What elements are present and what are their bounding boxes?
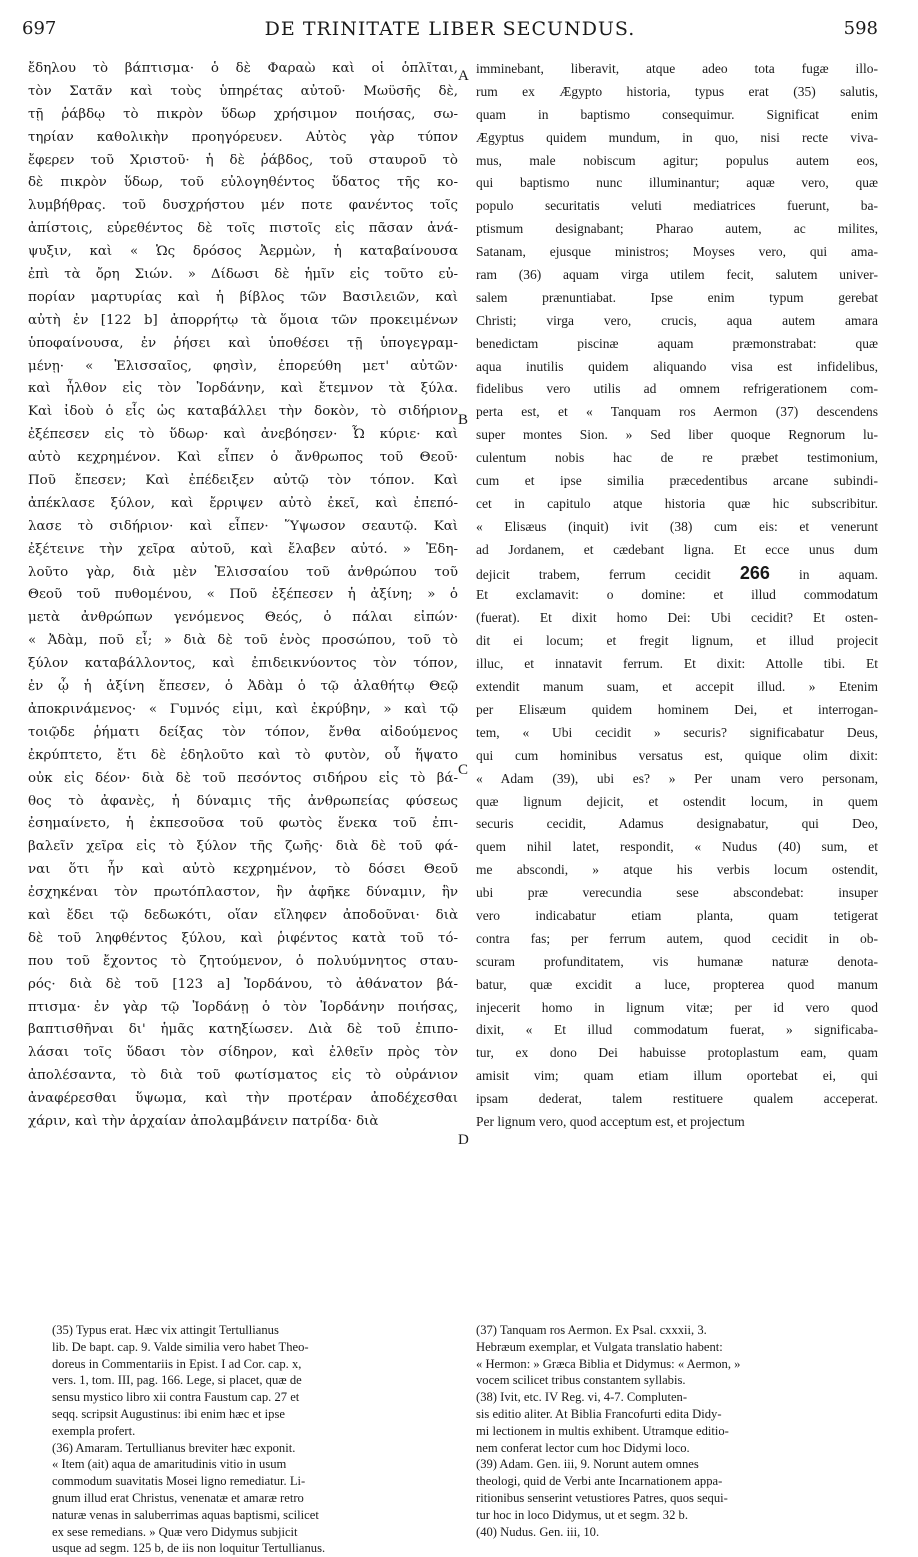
latin-text-line: securis cecidit, Adamus designabatur, qui Deo, [476, 816, 878, 832]
footnote-line: naturæ venas in saluberrimas aquas baptismi, scilicet [52, 1507, 319, 1522]
latin-text-line: qui cum hominibus versatus est, quique olim dixit: [476, 747, 878, 763]
greek-text-line: βαλεῖν χεῖρα εἰς τὸ ξύλον τῆς ζωῆς· διὰ δὲ τοῦ φά- [28, 839, 458, 855]
latin-text-line: « Adam (39), ubi es? » Per unam vero personam, [476, 770, 878, 786]
margin-letter-a: A [458, 68, 469, 84]
latin-text-line: me abscondi, » atque his verbis locum ostendit, [476, 862, 878, 878]
latin-text-line: per Elisæum quidem hominem Dei, et interrogan- [476, 701, 878, 717]
footnote-line: vocem scilicet tribus constantem syllabis. [476, 1373, 686, 1388]
latin-text-line: quæ lignum dejicit, et ostendit locum, in quem [476, 793, 878, 809]
greek-text-line: τῇ ῥάβδῳ τὸ πικρὸν ὕδωρ χρήσιμον ποιήσας, σω- [28, 106, 458, 122]
latin-text-line: salem prænuntiabat. Ipse enim typum gerebat [476, 289, 878, 305]
page-number-right: 598 [843, 18, 878, 39]
latin-text-line: dixit, « Et illud commodatum fuerat, » significaba- [476, 1022, 878, 1038]
greek-text-line: αὐτὸ κεχρημένον. Καὶ εἶπεν ὁ ἄνθρωπος τοῦ Θεοῦ· [28, 450, 458, 466]
greek-text-line: πορίαν μαρτυρίας καὶ ἡ βίβλος τῶν Βασιλειῶν, καὶ [28, 289, 458, 305]
footnote-line: (37) Tanquam ros Aermon. Ex Psal. cxxxii, 3. [476, 1323, 707, 1337]
margin-letter-c: C [458, 762, 469, 778]
greek-text-line: τηρίαν καθολικὴν προηγόρευεν. Αὐτὸς γὰρ τύπον [28, 129, 458, 145]
latin-text-line: benedictam piscinæ aquam præmonstrabat: quæ [476, 335, 878, 351]
greek-text-line: καὶ ἔδει τῷ δεδωκότι, οἵαν εἴληφεν ἀποδοῦναι· διὰ [28, 907, 458, 923]
footnote-line: (38) Ivit, etc. IV Reg. vi, 4-7. Compluten- [476, 1390, 688, 1405]
margin-letter-b: B [458, 412, 469, 428]
latin-text-line: quam in baptismo consequimur. Significat enim [476, 106, 878, 122]
latin-text-line: Satanam, ejusque ministros; Moyses vero, qui ama- [476, 244, 878, 260]
greek-text-line: λυμβήθρας. τοῦ δυσχρήστου μέν ποτε φανέντος τοῖς [28, 198, 458, 214]
latin-text-line: amisit vim; quam etiam illum oportebat ei, qui [476, 1068, 878, 1084]
footnote-line: doreus in Commentariis in Epist. I ad Cor. cap. x, [52, 1356, 302, 1371]
greek-text-line: « Ἀδὰμ, ποῦ εἶ; » διὰ δὲ τοῦ ἑνὸς προσώπου, τοῦ τὸ [28, 633, 458, 649]
greek-text-line: Θεοῦ τοῦ πυθομένου, « Ποῦ ἐξέπεσεν ἡ ἀξίνη; » ὁ [28, 587, 458, 603]
latin-text-line: Ægyptus quidem mundum, in quo, nisi recte viva- [476, 129, 878, 145]
greek-text-line: λασε τὸ σιδήριον· καὶ εἶπεν· Ὕψωσον σεαυτῷ. Καὶ [28, 518, 458, 534]
footnote-line: exempla profert. [52, 1423, 136, 1438]
latin-text-line: extendit manum suam, et accepit illud. » Etenim [476, 679, 878, 695]
footnote-line: lib. De bapt. cap. 9. Valde similia vero habet Theo- [52, 1339, 309, 1354]
margin-letter-d: D [458, 1132, 469, 1148]
footnote-line: sis editio aliter. At Biblia Francofurti edita Didy- [476, 1406, 722, 1421]
latin-text-line: « Elisæus (inquit) ivit (38) cum eis: et venerunt [476, 518, 878, 534]
latin-text-line: dit ei locum; et fregit lignum, et illud projecit [476, 633, 878, 649]
footnote-line: nem conferat lector cum hoc Didymi loco. [476, 1440, 690, 1455]
latin-text-line: cet in capitulo atque historia quæ hic subscribitur. [476, 495, 878, 511]
greek-text-line: ἐκρύπτετο, ἔτι δὲ ἐδηλοῦτο καὶ τὸ φυτὸν, οὗ ἥψατο [28, 747, 458, 763]
latin-text-line: perta est, et « Tanquam ros Aermon (37) descendens [476, 404, 878, 420]
latin-text-line: scuram profunditatem, vis humanæ naturæ denota- [476, 953, 878, 969]
page-header [22, 18, 878, 52]
footnote-line: (39) Adam. Gen. iii, 9. Norunt autem omnes [476, 1457, 699, 1472]
latin-text-segment: in aquam. [799, 566, 878, 582]
greek-text-line: ἀπίστοις, εὑρεθέντος δὲ τοῖς πιστοῖς εἰς πᾶσαν ἀνά- [28, 221, 458, 237]
latin-text-line: populo securitatis veluti mediatrices fuerunt, ba- [476, 198, 878, 214]
greek-text-line: ρός· διὰ δὲ τοῦ [123 a] Ἰορδάνου, τὸ ἀθάνατον βά- [28, 976, 458, 992]
greek-text-line: δὲ τοῦ ληφθέντος ξύλου, καὶ ῥιφέντος κατὰ τοῦ τό- [28, 930, 458, 946]
greek-text-line: ἐξέπεσεν εἰς τὸ ὕδωρ· καὶ ἀνεβόησεν· Ὦ κύριε· καὶ [28, 427, 458, 443]
latin-text-line: Christi; virga vero, crucis, aqua autem amara [476, 312, 878, 328]
greek-text-line: ἀναφέρεσθαι ὕψωμα, καὶ τὴν προτέραν ἀποδέχεσθαι [28, 1091, 458, 1107]
latin-text-line: ad Jordanem, et cædebant ligna. Et ecce unus dum [476, 541, 878, 557]
greek-text-line: βαπτισθῆναι δι' ἡμᾶς κατηξίωσεν. Διὰ δὲ τοῦ ἐπιπο- [28, 1022, 458, 1038]
footnote-line: « Item (ait) aqua de amaritudinis vitio in usum [52, 1457, 287, 1472]
footnote-line: gnum illud erat Christus, venenatæ et amaræ retro [52, 1490, 304, 1505]
latin-text-line: super montes Sion. » Sed liber quoque Regnorum lu- [476, 427, 878, 443]
latin-text-line [476, 562, 878, 585]
latin-text-line: illuc, et innatavit ferrum. Et dixit: Attolle tibi. Et [476, 656, 878, 672]
footnote-line: « Hermon: » Græca Biblia et Didymus: « Aermon, » [476, 1356, 741, 1371]
footnote-line: vers. 1, tom. III, pag. 166. Lege, si placet, quæ de [52, 1373, 302, 1388]
greek-column [28, 58, 458, 1268]
latin-text-line: Et exclamavit: o domine: et illud commodatum [476, 587, 878, 603]
page-number-left: 697 [22, 18, 57, 39]
greek-text-line: ἀποκρινάμενος· « Γυμνός εἰμι, καὶ ἐκρύβην, » καὶ τῷ [28, 701, 458, 717]
latin-text-line: quem nihil latet, respondit, « Nudus (40) sum, et [476, 839, 878, 855]
greek-text-line: μετὰ ἀνθρώπων γενόμενος Θεός, ὁ πάλαι εἰπών· [28, 610, 458, 626]
footnote-line: (36) Amaram. Tertullianus breviter hæc exponit. [52, 1440, 296, 1455]
footnote-line: ex sese remedians. » Quæ vero Didymus subjicit [52, 1524, 298, 1539]
latin-text-line: batur, quæ excidit a luce, propterea quod manum [476, 976, 878, 992]
latin-text-line: ram (36) aquam virga utilem fecit, salutem univer- [476, 267, 878, 283]
footnote-line: seqq. scripsit Augustinus: ibi enim hæc et ipse [52, 1406, 285, 1421]
footnote-line: usque ad segm. 125 b, de iis non loquitur Tertullianus. [52, 1541, 326, 1556]
greek-text-line: ὑποφαίνουσα, ἐν ῥήσει καὶ ὑποθέσει τῇ ὑπογεγραμ- [28, 335, 458, 351]
greek-text-line: δὲ πικρὸν ὕδωρ, τοῦ εὐλογηθέντος ὕδατος τῆς κο- [28, 175, 458, 191]
running-title: DE TRINITATE LIBER SECUNDUS. [264, 18, 636, 40]
latin-text-line: Per lignum vero, quod acceptum est, et projectum [476, 1113, 745, 1129]
latin-text-line: mus, male nobiscum agitur; populus autem eos, [476, 152, 878, 168]
latin-text-line: (fuerat). Et dixit homo Dei: Ubi cecidit? Et osten- [476, 610, 878, 626]
greek-text-line: χάριν, καὶ τὴν ἀρχαίαν ἀπολαμβάνειν πατρίδα· διὰ [28, 1113, 379, 1129]
latin-text-line: ptismum designabant; Pharao autem, ac milites, [476, 221, 878, 237]
latin-column [476, 58, 878, 1268]
greek-text-line: ξύλον καταβάλλοντος, καὶ ἐπιδεικνύοντος τὸν τόπον, [28, 656, 458, 672]
greek-text-line: που τοῦ ἔχοντος τὸ ζητούμενον, ὁ πολυύμνητος σταυ- [28, 953, 458, 969]
greek-text-line: λοῦτο γὰρ, διὰ μὲν Ἐλισσαίου τοῦ ἀνθρώπου τοῦ [28, 564, 458, 580]
latin-text-line: tem, « Ubi cecidit » securis? significabatur Deus, [476, 724, 878, 740]
greek-text-line: ἀπολέσαντα, τὸ διὰ τοῦ φωτίσματος εἰς τὸ οὐράνιον [28, 1068, 458, 1084]
footnote-line: commodum suavitatis Mosei ligno remediatur. Li- [52, 1474, 306, 1489]
latin-text-line: rum ex Ægypto historia, typus erat (35) salutis, [476, 83, 878, 99]
footnote-line: (35) Typus erat. Hæc vix attingit Tertullianus [52, 1323, 279, 1337]
footnote-line: sensu mystico libro xii contra Faustum cap. 27 et [52, 1390, 300, 1405]
latin-text-line: cum et ipse similia præcedentibus arcane subindi- [476, 473, 878, 489]
latin-text-line: aqua inutilis quidem aliquando visa est infidelibus, [476, 358, 878, 374]
greek-text-line: ἐπὶ τὰ ὄρη Σιών. » Δίδωσι δὲ ἡμῖν εἰς τοῦτο εὐ- [28, 267, 458, 283]
greek-text-line: τὸν Σατᾶν καὶ τοὺς ὑπηρέτας αὐτοῦ· Μωϋσῆς δὲ, [28, 83, 458, 99]
greek-text-line: οὐκ εἰς δέον· διὰ δὲ τοῦ πεσόντος σιδήρου εἰς τὸ βά- [28, 770, 458, 786]
footnotes-right [476, 1322, 878, 1540]
greek-text-line: ψυξιν, καὶ « Ὡς δρόσος Ἀερμὼν, ἡ καταβαίνουσα [28, 244, 458, 260]
greek-text-line: ἀπέκλασε ξύλον, καὶ ἔρριψεν αὐτὸ ἐκεῖ, καὶ ἐπεπό- [28, 495, 458, 511]
latin-text-line: ipsam dederat, talem restituere qualem acceperat. [476, 1091, 878, 1107]
latin-text-line: contra fas; per ferrum autem, quod cecidit in ob- [476, 930, 878, 946]
footnotes-left [52, 1322, 452, 1557]
footnote-line: mi lectionem in multis exhibent. Utramque editio- [476, 1423, 729, 1438]
latin-text-line: fidelibus vero utilis ad omnem refrigerationem com- [476, 381, 878, 397]
greek-text-line: θος τὸ ἀφανὲς, ἡ δύναμις τῆς ἀνθρωπείας φύσεως [28, 793, 458, 809]
greek-text-line: Καὶ ἰδοὺ ὁ εἷς ὡς καταβάλλει τὴν δοκὸν, τὸ σιδήριον [28, 404, 458, 420]
latin-text-segment: dejicit trabem, ferrum cecidit [476, 566, 711, 582]
greek-text-line: λάσαι τοῖς ὕδασι τὸν σίδηρον, καὶ ἐλθεῖν πρὸς τὸν [28, 1045, 458, 1061]
greek-text-line: αὐτὴ ἐν [122 b] ἀπορρήτῳ τὰ ὅμοια τῶν προκειμένων [28, 312, 458, 328]
greek-text-line: ναι ὅτι ἦν καὶ αὐτὸ κεχρημένον, τὸ δόσει Θεοῦ [28, 862, 458, 878]
latin-text-line: culentum nobis hac de re præbet testimonium, [476, 450, 878, 466]
latin-text-line: tur, ex dono Dei habuisse protoplastum eam, quam [476, 1045, 878, 1061]
greek-text-line: ἔφερεν τοῦ Χριστοῦ· ἡ δὲ ῥάβδος, τοῦ σταυροῦ τὸ [28, 152, 458, 168]
greek-text-line: πτισμα· ἐν γὰρ τῷ Ἰορδάνῃ ὁ τὸν Ἰορδάνην ποιήσας, [28, 999, 458, 1015]
footnote-line: ritionibus senserint vetustiores Patres, quos sequi- [476, 1490, 728, 1505]
greek-text-line: Ποῦ ἔπεσεν; Καὶ ἐπέδειξεν αὐτῷ τὸν τόπον. Καὶ [28, 473, 458, 489]
latin-text-line: injecerit homo in lignum vitæ; per id vero quod [476, 999, 878, 1015]
latin-text-line: ubi præ verecundia sese abscondebat: insuper [476, 885, 878, 901]
inline-page-number: 266 [739, 562, 770, 583]
latin-text-line: qui baptismo nunc illuminantur; aquæ vero, quæ [476, 175, 878, 191]
greek-text-line: ἐξέτεινε τὴν χεῖρα αὐτοῦ, καὶ ἔλαβεν αὐτό. » Ἐδη- [28, 541, 458, 557]
footnote-line: (40) Nudus. Gen. iii, 10. [476, 1524, 600, 1539]
greek-text-line: καὶ ἦλθον εἰς τὸν Ἰορδάνην, καὶ ἔτεμνον τὰ ξύλα. [28, 381, 458, 397]
greek-text-line: μένῃ· « Ἐλισσαῖος, φησὶν, ἐπορεύθη μετ' αὐτῶν· [28, 358, 458, 374]
footnote-line: tur hoc in loco Didymus, ut et segm. 32 b. [476, 1507, 688, 1522]
greek-text-line: ἐσχηκέναι τὸν πρωτόπλαστον, ἣν ἀφῆκε δύναμιν, ἣν [28, 885, 458, 901]
latin-text-line: vero indicabatur etiam planta, quam tetigerat [476, 907, 878, 923]
greek-text-line: ἔδηλου τὸ βάπτισμα· ὁ δὲ Φαραὼ καὶ οἱ ὁπλῖται, [28, 61, 458, 76]
latin-text-line: imminebant, liberavit, atque adeo tota fugæ illo- [476, 61, 878, 76]
greek-text-line: ἐσημαίνετο, ἡ ἐκπεσοῦσα τοῦ φωτὸς ἕνεκα τοῦ ἐπι- [28, 816, 458, 832]
greek-text-line: ἐν ᾧ ἡ ἀξίνη ἔπεσεν, ὁ Ἀδὰμ ὁ τῷ ἀλαθήτῳ Θεῷ [28, 679, 458, 695]
footnote-line: Hebræum exemplar, et Vulgata translatio habent: [476, 1339, 723, 1354]
greek-text-line: τοιῷδε ῥήματι δείξας τὸν τόπον, ἔνθα αἰδούμενος [28, 724, 458, 740]
footnote-line: theologi, quid de Verbi ante Incarnationem appa- [476, 1474, 723, 1489]
